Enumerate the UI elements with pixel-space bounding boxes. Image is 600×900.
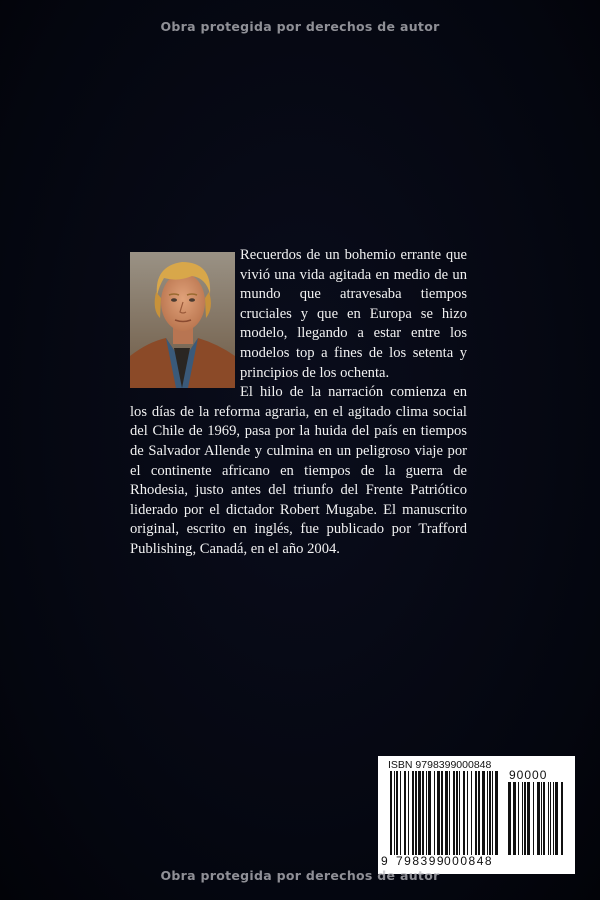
addon-barcode-bars xyxy=(508,782,566,855)
ean-barcode-bars xyxy=(390,771,502,855)
price-code: 90000 xyxy=(509,768,548,782)
isbn-label: ISBN 9798399000848 xyxy=(388,759,492,771)
blurb-paragraph-2: El hilo de la narración comienza en los días de la reforma agraria, en el agitado clima social del Chile de 1969, pasa por la huida del país en tiempos de Salvador Allende y culmina en un peligroso viaje por el continente africano en tiempos de la guerra de Rhodesia, justo antes del triunfo del Frente Patriótico liderado por el dictador Robert Mugabe. El manuscrito original, escrito en inglés, fue publicado por Trafford Publishing, Canadá, en el año 2004. xyxy=(130,384,467,557)
barcode-left-digits: 798399 xyxy=(396,854,446,868)
watermark-top: Obra protegida por derechos de autor xyxy=(160,19,440,34)
isbn-barcode xyxy=(378,756,575,874)
watermark-bottom: Obra protegida por derechos de autor xyxy=(160,868,440,883)
barcode-lead-digit: 9 xyxy=(381,854,388,868)
blurb-paragraph-1: Recuerdos de un bohemio errante que vivió una vida agitada en medio de un mundo que atravesaba tiempos cruciales y que en Europa se hizo modelo, llegando a estar entre los modelos top a fines de los setenta y principios de los ochenta. xyxy=(240,247,467,381)
book-blurb xyxy=(130,246,467,560)
barcode-right-digits: 000848 xyxy=(444,854,494,868)
photo-spacer xyxy=(130,246,240,385)
